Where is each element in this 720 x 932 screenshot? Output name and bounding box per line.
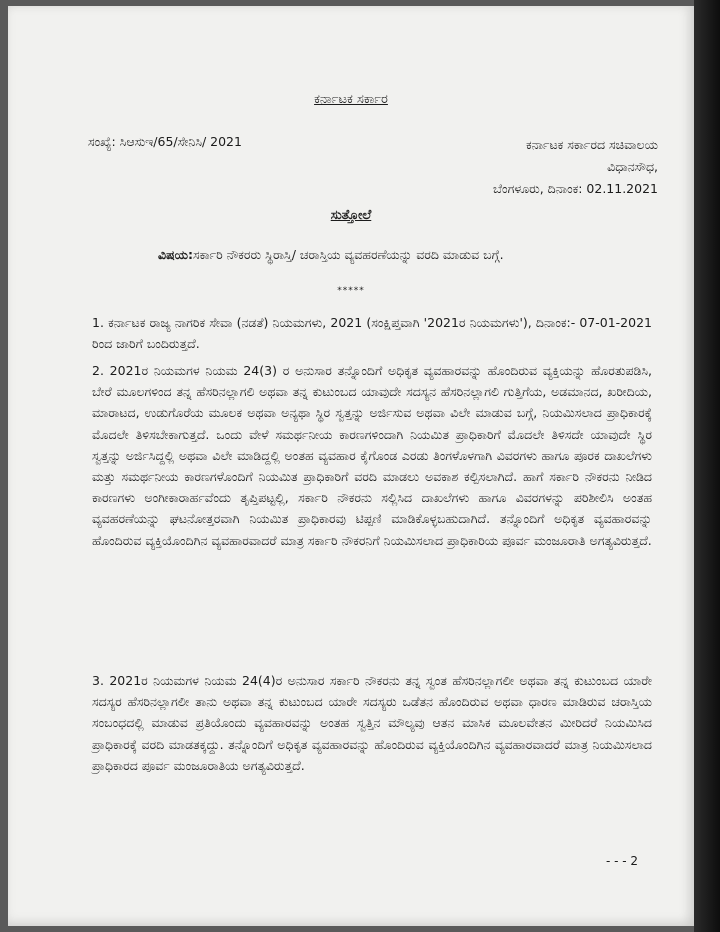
paragraph-3: 3. 2021ರ ನಿಯಮಗಳ ನಿಯಮ 24(4)ರ ಅನುಸಾರ ಸರ್ಕಾರಿ ನೌಕರನು ತನ್ನ ಸ್ವಂತ ಹೆಸರಿನಲ್ಲಾಗಲೀ ಅಥವಾ ತನ್ನ ಕುಟುಂಬದ ಯಾರೇ ಸದಸ್ಯರ ಹೆಸರಿನಲ್ಲಾಗಲೀ ತಾನು ಅಥವಾ ತನ್ನ ಕುಟುಂಬದ ಯಾರೇ ಸದಸ್ಯರು ಒಡೆತನ ಹೊಂದಿರುವ ಅಥವಾ ಧಾರಣ ಮಾಡಿರುವ ಚರಾಸ್ತಿಯ ಸಂಬಂಧದಲ್ಲಿ ಮಾಡುವ ಪ್ರತಿಯೊಂದು ವ್ಯವಹಾರವನ್ನು ಅಂತಹ ಸ್ವತ್ತಿನ ಮೌಲ್ಯವು ಆತನ ಮಾಸಿಕ ಮೂಲವೇತನ ಮೀರಿದರೆ ನಿಯಮಿಸಿದ ಪ್ರಾಧಿಕಾರಕ್ಕೆ ವರದಿ ಮಾಡತಕ್ಕದ್ದು. ತನ್ನೊಂದಿಗೆ ಅಧಿಕೃತ ವ್ಯವಹಾರವನ್ನು ಹೊಂದಿರುವ ವ್ಯಕ್ತಿಯೊಂದಿಗಿನ ವ್ಯವಹಾರವಾದರೆ ಮಾತ್ರ ನಿಯಮಿಸಲಾದ ಪ್ರಾಧಿಕಾರದ ಪೂರ್ವ ಮಂಜೂರಾತಿಯ ಅಗತ್ಯವಿರುತ್ತದೆ. [92,673,652,773]
page-number: - - - 2 [606,854,639,868]
scan-edge [694,0,720,932]
circular-title: ಸುತ್ತೋಲೆ [330,208,372,223]
paragraph-1: 1. ಕರ್ನಾಟಕ ರಾಜ್ಯ ನಾಗರಿಕ ಸೇವಾ (ನಡತೆ) ನಿಯಮಗಳು, 2021 (ಸಂಕ್ಷಿಪ್ತವಾಗಿ '2021ರ ನಿಯಮಗಳು'), ದಿನಾಂಕ:- 07-01-2021 ರಿಂದ ಜಾರಿಗೆ ಬಂದಿರುತ್ತದೆ. [92,315,652,352]
subject-block [158,244,646,265]
document-page [8,6,694,926]
government-heading: ಕರ್ನಾಟಕ ಸರ್ಕಾರ [314,92,388,107]
paragraph-2: 2. 2021ರ ನಿಯಮಗಳ ನಿಯಮ 24(3) ರ ಅನುಸಾರ ತನ್ನೊಂದಿಗೆ ಅಧಿಕೃತ ವ್ಯವಹಾರವನ್ನು ಹೊಂದಿರುವ ವ್ಯಕ್ತಿಯನ್ನು ಹೊರತುಪಡಿಸಿ, ಬೇರೆ ಮೂಲಗಳಿಂದ ತನ್ನ ಹೆಸರಿನಲ್ಲಾಗಲಿ ಅಥವಾ ತನ್ನ ಕುಟುಂಬದ ಯಾವುದೇ ಸದಸ್ಯನ ಹೆಸರಿನಲ್ಲಾಗಲಿ ಗುತ್ತಿಗೆಯ, ಅಡಮಾನದ, ಖರೀದಿಯ, ಮಾರಾಟದ, ಉಡುಗೊರೆಯ ಮೂಲಕ ಅಥವಾ ಅನ್ಯಥಾ ಸ್ಥಿರ ಸ್ವತ್ತನ್ನು ಅರ್ಜಿಸುವ ಅಥವಾ ವಿಲೇ ಮಾಡುವ ಬಗ್ಗೆ, ನಿಯಮಿಸಲಾದ ಪ್ರಾಧಿಕಾರಕ್ಕೆ ಮೊದಲೇ ತಿಳಿಸಬೇಕಾಗುತ್ತದೆ. ಒಂದು ವೇಳೆ ಸಮರ್ಥನೀಯ ಕಾರಣಗಳಿಂದಾಗಿ ನಿಯಮಿತ ಪ್ರಾಧಿಕಾರಿಗೆ ಮೊದಲೇ ತಿಳಿಸದೇ ಯಾವುದೇ ಸ್ಥಿರ ಸ್ವತ್ತನ್ನು ಅರ್ಜಿಸಿದ್ದಲ್ಲಿ ಅಥವಾ ವಿಲೇ ಮಾಡಿದ್ದಲ್ಲಿ ಅಂತಹ ವ್ಯವಹಾರ ಕೈಗೊಂಡ ಎರಡು ತಿಂಗಳೊಳಗಾಗಿ ವಿವರಗಳು ಹಾಗೂ ಪೂರಕ ದಾಖಲೆಗಳು ಮತ್ತು ಸಮರ್ಥನೀಯ ಕಾರಣಗಳೊಂದಿಗೆ ನಿಯಮಿತ ಪ್ರಾಧಿಕಾರಿಗೆ ವರದಿ ಮಾಡಲು ಅವಕಾಶ ಕಲ್ಪಿಸಲಾಗಿದೆ. ಹಾಗೆ ಸರ್ಕಾರಿ ನೌಕರನು ನೀಡಿದ ಕಾರಣಗಳು ಅಂಗೀಕಾರಾರ್ಹವೆಂದು ತೃಪ್ತಿಪಟ್ಟಲ್ಲಿ, ಸರ್ಕಾರಿ ನೌಕರನು ಸಲ್ಲಿಸಿದ ದಾಖಲೆಗಳು ಹಾಗೂ ವಿವರಗಳನ್ನು ಪರಿಶೀಲಿಸಿ ಅಂತಹ ವ್ಯವಹರಣೆಯನ್ನು ಘಟನೋತ್ತರವಾಗಿ ನಿಯಮಿತ ಪ್ರಾಧಿಕಾರವು ಟಿಪ್ಪಣಿ ಮಾಡಿಕೊಳ್ಳಬಹುದಾಗಿದೆ. ತನ್ನೊಂದಿಗೆ ಅಧಿಕೃತ ವ್ಯವಹಾರವನ್ನು ಹೊಂದಿರುವ ವ್ಯಕ್ತಿಯೊಂದಿಗಿನ ವ್ಯವಹಾರವಾದರೆ ಮಾತ್ರ ಸರ್ಕಾರಿ ನೌಕರನಿಗೆ ನಿಯಮಿಸಲಾದ ಪ್ರಾಧಿಕಾರಿಯ ಪೂರ್ವ ಮಂಜೂರಾತಿ ಅಗತ್ಯವಿರುತ್ತದೆ. [92,363,652,548]
office-line-building: ವಿಧಾನಸೌಧ, [607,159,658,174]
office-line-secretariat: ಕರ್ನಾಟಕ ಸರ್ಕಾರದ ಸಚಿವಾಲಯ [526,137,658,152]
separator-stars: ***** [337,286,365,296]
office-line-date: ಬೆಂಗಳೂರು, ದಿನಾಂಕ: 02.11.2021 [493,181,658,196]
office-address [418,134,658,200]
reference-number: ಸಂಖ್ಯೆ: ಸಿಆಸುಇ/65/ಸೇನಿಸಿ/ 2021 [88,134,242,149]
subject-text: ಸರ್ಕಾರಿ ನೌಕರರು ಸ್ಥಿರಾಸ್ತಿ/ ಚರಾಸ್ತಿಯ ವ್ಯವಹರಣೆಯನ್ನು ವರದಿ ಮಾಡುವ ಬಗ್ಗೆ. [192,247,504,262]
subject-label: ವಿಷಯ: [158,247,193,262]
